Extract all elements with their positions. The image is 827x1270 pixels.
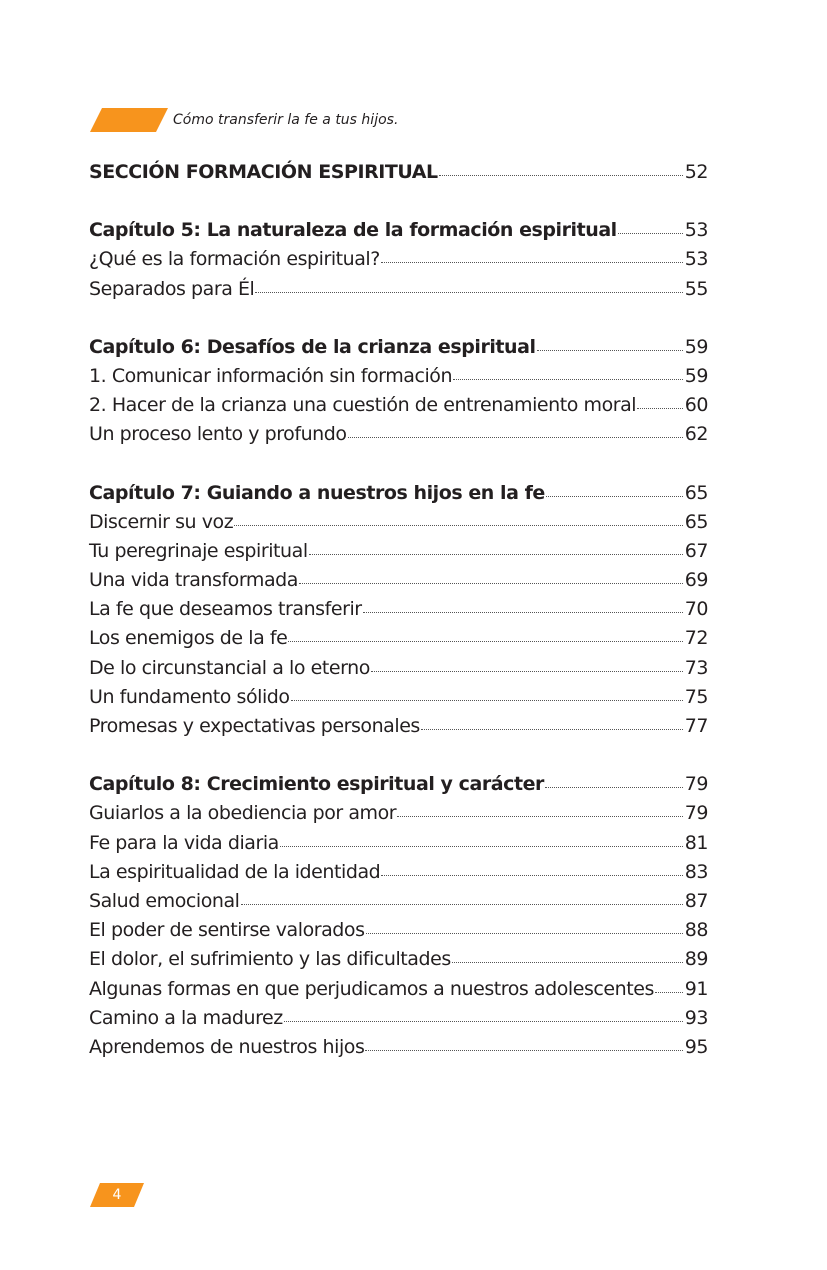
toc-entry-label: Tu peregrinaje espiritual — [89, 539, 308, 562]
dot-leader — [637, 408, 683, 409]
toc-section — [89, 770, 708, 1062]
toc-entry-page: 79 — [684, 773, 708, 796]
toc-section — [89, 158, 708, 187]
dot-leader — [288, 641, 682, 642]
toc-entry — [89, 391, 708, 420]
toc-entry-page: 87 — [684, 889, 708, 912]
dot-leader — [299, 583, 683, 584]
toc-entry-page: 79 — [684, 802, 708, 825]
toc-entry-page: 52 — [684, 161, 708, 183]
toc-entry-label: El dolor, el sufrimiento y las dificultades — [89, 948, 451, 971]
toc-entry — [89, 858, 708, 887]
dot-leader — [421, 729, 683, 730]
toc-heading-entry — [89, 333, 708, 362]
toc-heading-entry — [89, 770, 708, 799]
toc-entry-page: 93 — [684, 1006, 708, 1029]
toc-entry-label: Los enemigos de la fe — [89, 627, 288, 650]
toc-entry-page: 72 — [684, 627, 708, 650]
dot-leader — [397, 816, 683, 817]
toc-entry — [89, 683, 708, 712]
toc-entry-page: 81 — [684, 831, 708, 854]
dot-leader — [284, 1021, 683, 1022]
dot-leader — [365, 1050, 682, 1051]
toc-entry-page: 95 — [684, 1035, 708, 1058]
dot-leader — [381, 875, 682, 876]
toc-entry — [89, 1033, 708, 1062]
toc-section — [89, 333, 708, 450]
toc-entry — [89, 654, 708, 683]
toc-entry-page: 62 — [684, 423, 708, 446]
toc-entry-label: Aprendemos de nuestros hijos — [89, 1035, 365, 1058]
toc-heading-entry — [89, 216, 708, 245]
toc-entry — [89, 245, 708, 274]
toc-entry — [89, 712, 708, 741]
dot-leader — [537, 350, 683, 351]
toc-entry — [89, 420, 708, 449]
toc-entry-label: Capítulo 8: Crecimiento espiritual y carácter — [89, 773, 544, 796]
toc-entry-label: Salud emocional — [89, 889, 240, 912]
page-number: 4 — [112, 1187, 122, 1203]
toc-entry-page: 59 — [684, 335, 708, 358]
toc-entry-page: 60 — [684, 394, 708, 417]
toc-entry — [89, 566, 708, 595]
dot-leader — [453, 379, 683, 380]
toc-entry — [89, 508, 708, 537]
toc-section — [89, 479, 708, 742]
toc-entry-page: 53 — [684, 219, 708, 242]
toc-entry-page: 70 — [684, 598, 708, 621]
toc-entry-page: 53 — [684, 248, 708, 271]
toc-entry-page: 91 — [684, 977, 708, 1000]
dot-leader — [291, 700, 683, 701]
toc-entry-page: 69 — [684, 569, 708, 592]
dot-leader — [546, 496, 683, 497]
toc-entry-label: Capítulo 7: Guiando a nuestros hijos en la fe — [89, 481, 545, 504]
dot-leader — [655, 992, 683, 993]
toc-entry-label: La fe que deseamos transferir — [89, 598, 362, 621]
toc-entry-label: Un proceso lento y profundo — [89, 423, 347, 446]
dot-leader — [371, 671, 683, 672]
toc-entry-label: Fe para la vida diaria — [89, 831, 279, 854]
toc-heading-entry — [89, 479, 708, 508]
toc-entry-label: SECCIÓN FORMACIÓN ESPIRITUAL — [89, 161, 438, 183]
toc-entry-label: Algunas formas en que perjudicamos a nuestros adolescentes — [89, 977, 654, 1000]
dot-leader — [280, 846, 683, 847]
toc-entry — [89, 362, 708, 391]
toc-entry-page: 73 — [684, 656, 708, 679]
toc-entry-page: 89 — [684, 948, 708, 971]
toc-entry — [89, 1004, 708, 1033]
toc-entry-label: Camino a la madurez — [89, 1006, 283, 1029]
dot-leader — [381, 262, 683, 263]
toc-entry — [89, 945, 708, 974]
dot-leader — [241, 904, 683, 905]
toc-entry — [89, 829, 708, 858]
toc-entry-label: ¿Qué es la formación espiritual? — [89, 248, 380, 271]
toc-entry-page: 59 — [684, 364, 708, 387]
toc-entry-label: Capítulo 6: Desafíos de la crianza espiritual — [89, 335, 536, 358]
toc-entry — [89, 975, 708, 1004]
dot-leader — [452, 962, 683, 963]
toc-entry-page: 67 — [684, 539, 708, 562]
toc-entry-label: Una vida transformada — [89, 569, 298, 592]
toc-entry-page: 83 — [684, 860, 708, 883]
toc-entry-label: Separados para Él — [89, 277, 255, 300]
running-header-title: Cómo transferir la fe a tus hijos. — [173, 112, 399, 128]
toc-entry-label: 2. Hacer de la crianza una cuestión de entrenamiento moral — [89, 394, 637, 417]
dot-leader — [348, 437, 683, 438]
toc-entry — [89, 916, 708, 945]
dot-leader — [234, 525, 683, 526]
dot-leader — [439, 175, 683, 176]
dot-leader — [618, 233, 683, 234]
toc-entry-label: De lo circunstancial a lo eterno — [89, 656, 370, 679]
header-accent-bar — [90, 108, 168, 132]
dot-leader — [366, 933, 683, 934]
toc-section — [89, 216, 708, 304]
toc-entry-label: Discernir su voz — [89, 510, 234, 533]
toc-entry-label: 1. Comunicar información sin formación — [89, 364, 453, 387]
dot-leader — [255, 292, 682, 293]
toc-entry-page: 65 — [684, 510, 708, 533]
dot-leader — [363, 612, 683, 613]
toc-entry — [89, 537, 708, 566]
dot-leader — [545, 787, 683, 788]
toc-entry-page: 55 — [684, 277, 708, 300]
toc-entry-page: 88 — [684, 919, 708, 942]
toc-entry-page: 65 — [684, 481, 708, 504]
toc-entry-label: Guiarlos a la obediencia por amor — [89, 802, 397, 825]
toc-entry — [89, 887, 708, 916]
toc-entry — [89, 595, 708, 624]
dot-leader — [309, 554, 683, 555]
toc-entry — [89, 275, 708, 304]
toc-entry-page: 75 — [684, 685, 708, 708]
toc-entry-label: El poder de sentirse valorados — [89, 919, 365, 942]
toc-entry-label: La espiritualidad de la identidad — [89, 860, 381, 883]
toc-entry-label: Un fundamento sólido — [89, 685, 290, 708]
toc-entry-page: 77 — [684, 715, 708, 737]
toc-entry-label: Promesas y expectativas personales — [89, 715, 420, 737]
toc-entry-label: Capítulo 5: La naturaleza de la formación espiritual — [89, 219, 617, 242]
toc-entry — [89, 799, 708, 828]
toc-entry — [89, 624, 708, 653]
toc-heading-entry — [89, 158, 708, 187]
table-of-contents — [89, 158, 708, 1091]
